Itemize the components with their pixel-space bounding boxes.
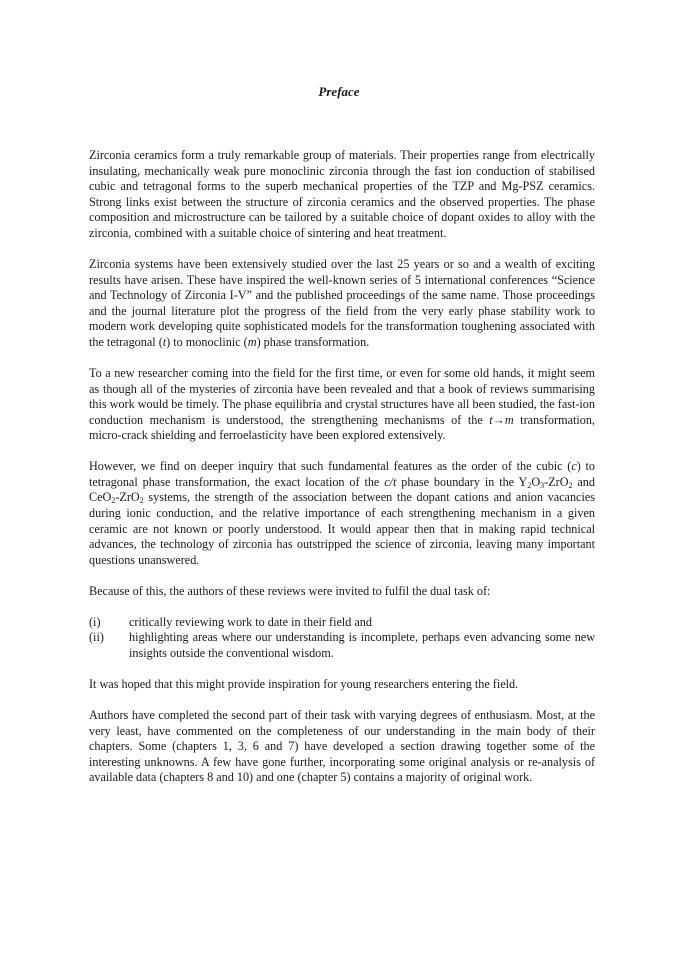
paragraph-4-part-c: phase boundary in the	[396, 474, 519, 489]
phase-symbol-m: m	[247, 334, 257, 349]
body-text	[89, 148, 595, 801]
task-list	[89, 615, 595, 662]
list-item-text: highlighting areas where our understanding is incomplete, perhaps even advancing some new insights outside the conventional wisdom.	[129, 630, 595, 660]
list-item	[89, 615, 595, 631]
paragraph-1: Zirconia ceramics form a truly remarkable group of materials. Their properties range from electrically insulating, mechanically weak pure monoclinic zirconia through the fast ion conduction of stabilised cubic and tetragonal forms to the superb mechanical properties of the TZP and Mg-PSZ ceramics. Strong links exist between the structure of zirconia ceramics and the observed properties. The phase composition and microstructure can be tailored by a suitable choice of dopant oxides to alloy with the zirconia, combined with a suitable choice of sintering and heat treatment.	[89, 148, 595, 240]
phase-symbol-t: t	[162, 334, 167, 349]
paragraph-2-part-b: ) to monoclinic (	[166, 334, 248, 349]
paragraph-5: Because of this, the authors of these reviews were invited to fulfil the dual task of:	[89, 583, 491, 598]
list-item	[89, 630, 595, 661]
list-item-number: (i)	[89, 614, 101, 629]
paragraph-3-part-b: transformation, micro-crack shielding and ferroelasticity have been explored extensively.	[89, 412, 595, 443]
list-item-number: (ii)	[89, 630, 104, 645]
phase-symbol-c: c	[571, 459, 577, 474]
paragraph-6: It was hoped that this might provide inspiration for young researchers entering the field.	[89, 676, 519, 691]
list-item-text: critically reviewing work to date in their field and	[129, 614, 372, 629]
formula-y2o3-zro2: $Y_2O_3-ZrO_2$	[518, 474, 573, 490]
formula-ceo2-zro2: CeO$_2$-ZrO$_2$	[89, 490, 144, 506]
page-title: Preface	[318, 84, 360, 99]
paragraph-2	[89, 257, 595, 351]
paragraph-4-part-d: systems, the strength of the association between the dopant cations and anion vacancies during ionic conduction, and the relative importance of each strengthening mechanism in a given ceramic are not known or poorly understood. It would appear then that in making rapid technical advances, the technology of zirconia has outstripped the science of zirconia, leaving many important questions unanswered.	[89, 490, 595, 567]
paragraph-2-part-a: Zirconia systems have been extensively studied over the last 25 years or so and a wealth of exciting results have arisen. These have inspired the well-known series of 5 international conferences “Science and Technology of Zirconia I-V” and the published proceedings of the same name. Those proceedings and the journal literature plot the progress of the field from the very early phase stability work to modern work developing quite sophisticated models for the transformation toughening associated with the tetragonal (	[89, 256, 595, 349]
paragraph-2-part-c: ) phase transformation.	[256, 334, 370, 349]
phase-boundary-ct: c/t	[384, 474, 397, 489]
transformation-symbol: t→m	[489, 412, 514, 427]
paragraph-3-part-a: To a new researcher coming into the field for the first time, or even for some old hands, it might seem as though all of the mysteries of zirconia have been revealed and that a book of reviews summarising this work would be timely. The phase equilibria and crystal structures have all been studied, the fast-ion conduction mechanism is understood, the strengthening mechanisms of the	[89, 365, 595, 427]
paragraph-4-part-a: However, we find on deeper inquiry that such fundamental features as the order of the cubic (	[89, 459, 572, 474]
paragraph-4: However, we find on deeper inquiry that such fundamental features as the order of the cubic (c) to tetragonal phase transformation, the exact location of the c/t phase boundary in the $Y_2O_3-ZrO_2$ and CeO$_2$-ZrO$_2$ systems, the strength of the association between the dopant cations and anion vacancies during ionic conduction, and the relative importance of each strengthening mechanism in a given ceramic are not known or poorly understood. It would appear then that in making rapid technical advances, the technology of zirconia has outstripped the science of zirconia, leaving many important questions unanswered.	[89, 459, 595, 567]
paragraph-7: Authors have completed the second part of their task with varying degrees of enthusiasm. Most, at the very least, have commented on the completeness of our understanding in the main body of their chapters. Some (chapters 1, 3, 6 and 7) have developed a section drawing together some of the interesting unknowns. A few have gone further, incorporating some original analysis or re-analysis of available data (chapters 8 and 10) and one (chapter 5) contains a majority of original work.	[89, 707, 595, 785]
paragraph-4-part-b: ) to tetragonal phase transformation, the exact location of the	[89, 459, 595, 489]
paragraph-3	[89, 366, 595, 444]
